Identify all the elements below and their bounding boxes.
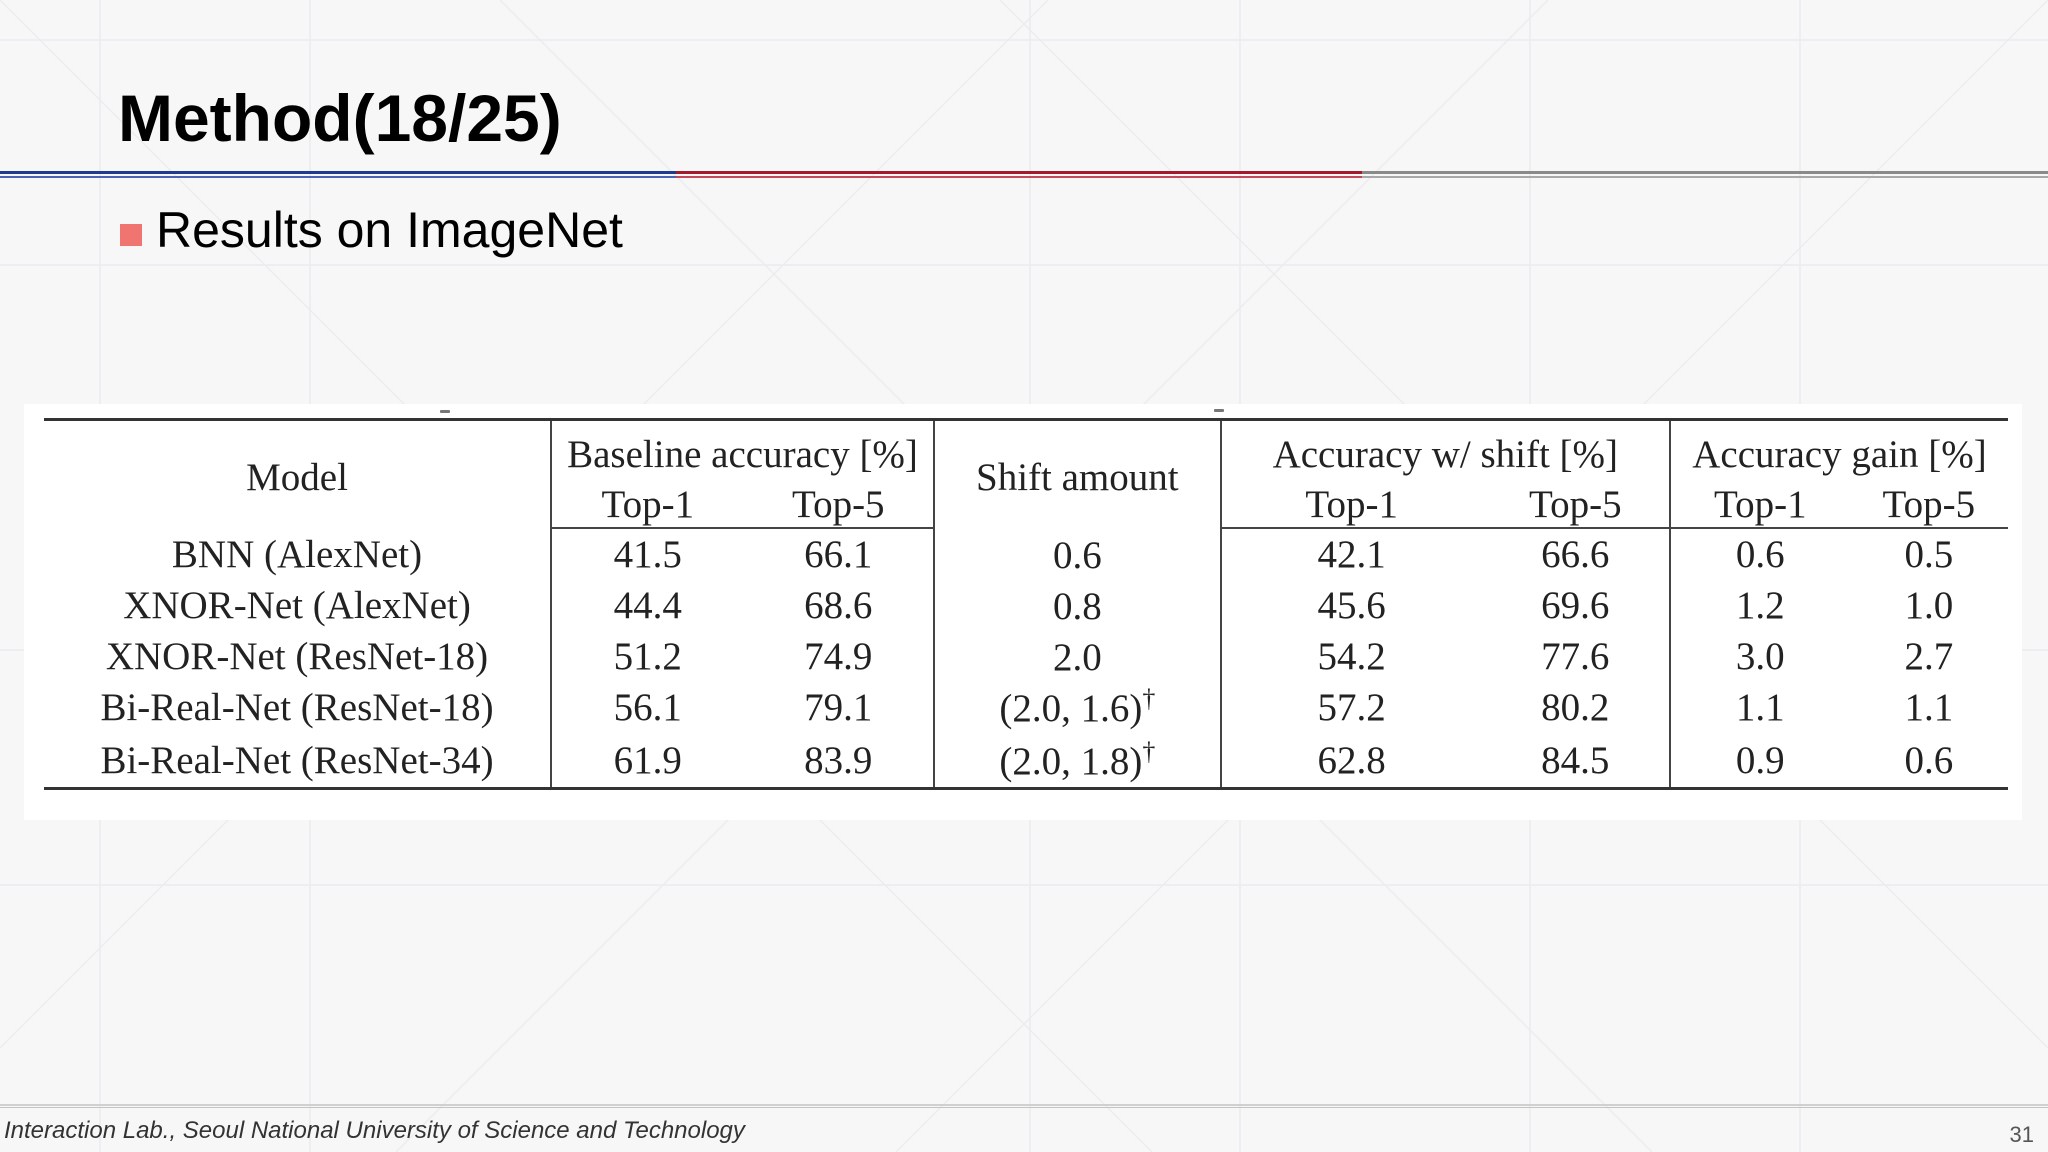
cell-model: Bi-Real-Net (ResNet-18) (100, 686, 494, 729)
cell-shift-top1: 45.6 (1221, 580, 1482, 631)
page-number: 31 (2009, 1122, 2034, 1147)
cell-model: XNOR-Net (ResNet-18) (105, 635, 489, 678)
cell-baseline-top5: 66.1 (804, 533, 873, 576)
cell-gain-top5: 0.6 (1850, 733, 2008, 789)
subheader-top5: Top-5 (1850, 481, 2008, 528)
header-model: Model (44, 420, 551, 529)
cell-shift-top5: 69.6 (1541, 584, 1610, 627)
cell-shift-amount: 0.8 (934, 580, 1221, 631)
results-table (44, 418, 2008, 790)
table-row (44, 733, 2008, 789)
subheader-top1: Top-1 (1221, 481, 1482, 528)
cell-baseline-top1: 61.9 (551, 733, 744, 789)
cell-shift-top1: 57.2 (1221, 682, 1482, 733)
footer-divider (0, 1104, 2048, 1109)
scan-artifact-mark (1214, 409, 1224, 412)
cell-shift-top1: 42.1 (1221, 528, 1482, 580)
slide-title: Method(18/25) (118, 81, 562, 155)
cell-model: BNN (AlexNet) (171, 532, 423, 576)
cell-shift-top5: 84.5 (1482, 733, 1670, 789)
header-baseline-accuracy: Baseline accuracy [%] (551, 420, 934, 482)
cell-gain-top5: 0.5 (1904, 533, 1954, 576)
cell-gain-top1: 1.1 (1670, 682, 1850, 733)
cell-gain-top5: 2.7 (1904, 635, 1954, 678)
cell-gain-top5: 1.1 (1904, 686, 1954, 729)
subheader-top1: Top-1 (551, 481, 744, 528)
cell-gain-top1: 3.0 (1670, 631, 1850, 682)
subheader-top1: Top-1 (1670, 481, 1850, 528)
footer-text: Interaction Lab., Seoul National University of Science and Technology (4, 1117, 745, 1144)
cell-baseline-top1: 56.1 (551, 682, 744, 733)
cell-shift-top5: 77.6 (1541, 635, 1610, 678)
table-row (44, 682, 2008, 733)
cell-baseline-top5: 83.9 (744, 733, 934, 789)
cell-gain-top1: 0.6 (1670, 528, 1850, 580)
cell-gain-top5: 1.0 (1904, 584, 1954, 627)
cell-baseline-top5: 68.6 (804, 584, 873, 627)
subheader-top5: Top-5 (1482, 481, 1670, 528)
cell-shift-top1: 62.8 (1221, 733, 1482, 789)
cell-gain-top1: 0.9 (1670, 733, 1850, 789)
cell-shift-top5: 66.6 (1541, 533, 1610, 576)
bullet-text: Results on ImageNet (156, 202, 623, 258)
cell-baseline-top5: 74.9 (804, 635, 873, 678)
cell-model: XNOR-Net (AlexNet) (123, 584, 471, 627)
table-row (44, 631, 2008, 682)
cell-shift-top5: 80.2 (1541, 686, 1610, 729)
scan-artifact-mark (440, 410, 450, 413)
table-row (44, 528, 2008, 580)
cell-model: Bi-Real-Net (ResNet-34) (44, 733, 551, 789)
cell-gain-top1: 1.2 (1670, 580, 1850, 631)
header-accuracy-with-shift: Accuracy w/ shift [%] (1221, 420, 1670, 482)
cell-baseline-top1: 41.5 (551, 528, 744, 580)
title-divider (0, 170, 2048, 180)
cell-shift-top1: 54.2 (1221, 631, 1482, 682)
header-shift-amount: Shift amount (934, 420, 1221, 529)
cell-shift-amount: (2.0, 1.6)† (934, 682, 1221, 733)
header-accuracy-gain: Accuracy gain [%] (1670, 420, 2008, 482)
cell-baseline-top1: 44.4 (551, 580, 744, 631)
cell-baseline-top5: 79.1 (804, 686, 873, 729)
cell-shift-amount: (2.0, 1.8)† (934, 733, 1221, 789)
table-row (44, 580, 2008, 631)
cell-baseline-top1: 51.2 (551, 631, 744, 682)
subheader-top5: Top-5 (744, 481, 934, 528)
bullet-square-icon (120, 224, 142, 246)
cell-shift-amount: 2.0 (934, 631, 1221, 682)
cell-shift-amount: 0.6 (934, 528, 1221, 580)
